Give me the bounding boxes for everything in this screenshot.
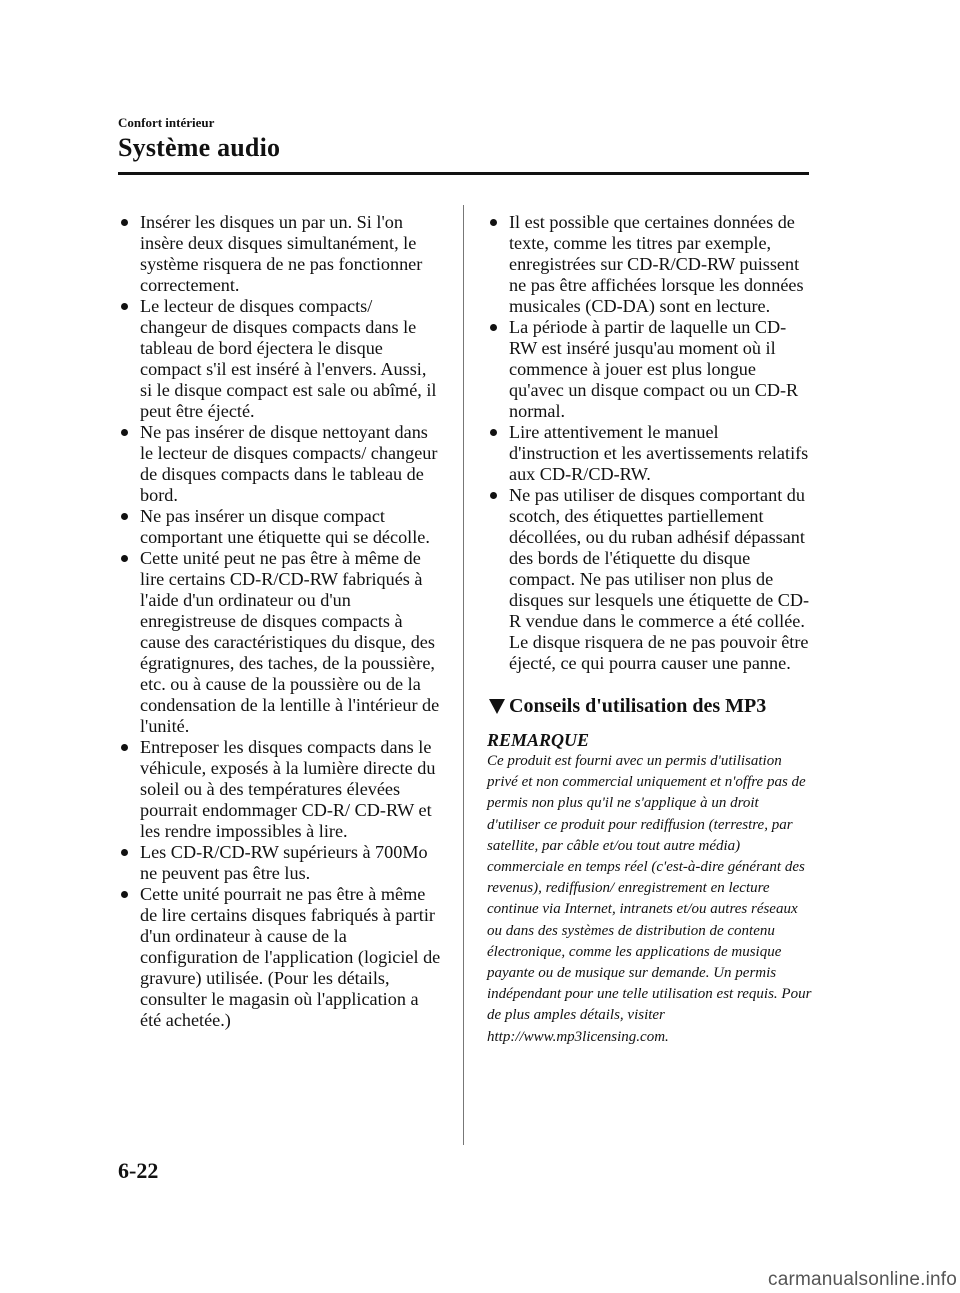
list-item-text: Insérer les disques un par un. Si l'on insère deux disques simultanément, le système risquera de ne pas fonctionner correctement. — [140, 212, 423, 295]
header-divider — [118, 172, 809, 175]
bullet-icon — [121, 891, 128, 898]
section-heading-text: Conseils d'utilisation des MP3 — [509, 695, 767, 717]
list-item — [487, 422, 812, 485]
section-label: Confort intérieur — [118, 115, 215, 130]
list-item — [118, 296, 443, 422]
list-item — [487, 317, 812, 422]
note-body: Ce produit est fourni avec un permis d'utilisation privé et non commercial uniquement et n'offre pas de permis non plus qu'il ne s'applique à un droit d'utiliser ce produit pour rediffusion (terrestre, par satellite, par câble et/ou tout autre média) commerciale en temps réel (c'est-à-dire générant des revenus), rediffusion/ enregistrement en lecture continue via Internet, intranets et/ou autres réseaux ou dans des systèmes de distribution de contenu électronique, comme les applications de musique payante ou de musique sur demande. Un permis indépendant pour une telle utilisation est requis. Pour de plus amples détails, visiter http://www.mp3licensing.com. — [487, 753, 812, 1045]
column-divider — [463, 205, 464, 1145]
list-item-text: Ne pas utiliser de disques comportant du scotch, des étiquettes partiellement décollées, ou du ruban adhésif dépassant des bords de l'étiquette du disque compact. Ne pas utiliser non plus de disques sur lesquels une étiquette de CD-R vendue dans le commerce a été collée. Le disque risquera de ne pas pouvoir être éjecté, ce qui pourra causer une panne. — [509, 485, 810, 673]
bullet-icon — [490, 324, 497, 331]
list-item-text: Les CD-R/CD-RW supérieurs à 700Mo ne peuvent pas être lus. — [140, 842, 428, 883]
bullet-icon — [121, 303, 128, 310]
list-item-text: Cette unité peut ne pas être à même de lire certains CD-R/CD-RW fabriqués à l'aide d'un ordinateur ou d'un enregistreuse de disques compacts à cause des caractéristiques du disque, des égratignures, des taches, de la poussière, etc. ou à cause de la poussière ou de la condensation de la lentille à l'intérieur de l'unité. — [140, 548, 440, 736]
list-item-text: Ne pas insérer de disque nettoyant dans le lecteur de disques compacts/ changeur de disques compacts dans le tableau de bord. — [140, 422, 438, 505]
bullet-icon — [121, 849, 128, 856]
bullet-icon — [121, 513, 128, 520]
list-item-text: Cette unité pourrait ne pas être à même de lire certains disques fabriqués à partir d'un ordinateur à cause de la configuration de l'application (logiciel de gravure) utilisée. (Pour les détails, consulter le magasin où l'application a été achetée.) — [140, 884, 441, 1030]
bullet-icon — [121, 555, 128, 562]
list-item — [118, 548, 443, 737]
list-item — [118, 842, 443, 884]
left-bullet-list — [118, 212, 443, 1031]
page-title: Système audio — [118, 133, 281, 162]
bullet-icon — [490, 492, 497, 499]
list-item — [118, 737, 443, 842]
right-column — [487, 212, 812, 1048]
triangle-down-icon — [489, 699, 505, 714]
bullet-icon — [121, 219, 128, 226]
list-item — [487, 212, 812, 317]
watermark: carmanualsonline.info — [768, 1269, 958, 1290]
list-item-text: Il est possible que certaines données de texte, comme les titres par exemple, enregistrées sur CD-R/CD-RW puissent ne pas être affichées lorsque les données musicales (CD-DA) sont en lecture. — [509, 212, 804, 316]
page-number: 6-22 — [118, 1158, 159, 1183]
section-heading — [487, 696, 812, 717]
note-title: REMARQUE — [487, 730, 590, 750]
right-bullet-list — [487, 212, 812, 674]
list-item — [487, 485, 812, 674]
list-item-text: Lire attentivement le manuel d'instruction et les avertissements relatifs aux CD-R/CD-RW. — [509, 422, 809, 484]
list-item — [118, 422, 443, 506]
list-item-text: Ne pas insérer un disque compact comportant une étiquette qui se décolle. — [140, 506, 430, 547]
list-item — [118, 884, 443, 1031]
bullet-icon — [121, 429, 128, 436]
bullet-icon — [490, 429, 497, 436]
list-item — [118, 506, 443, 548]
bullet-icon — [121, 744, 128, 751]
list-item-text: Entreposer les disques compacts dans le véhicule, exposés à la lumière directe du soleil ou à des températures élevées pourrait endommager CD-R/ CD-RW et les rendre impossibles à lire. — [140, 737, 436, 841]
list-item-text: Le lecteur de disques compacts/ changeur de disques compacts dans le tableau de bord éjectera le disque compact s'il est inséré à l'envers. Aussi, si le disque compact est sale ou abîmé, il peut être éjecté. — [140, 296, 437, 421]
left-column — [118, 212, 443, 1031]
list-item-text: La période à partir de laquelle un CD-RW est inséré jusqu'au moment où il commence à jouer est plus longue qu'avec un disque compact ou un CD-R normal. — [509, 317, 799, 421]
list-item — [118, 212, 443, 296]
bullet-icon — [490, 219, 497, 226]
